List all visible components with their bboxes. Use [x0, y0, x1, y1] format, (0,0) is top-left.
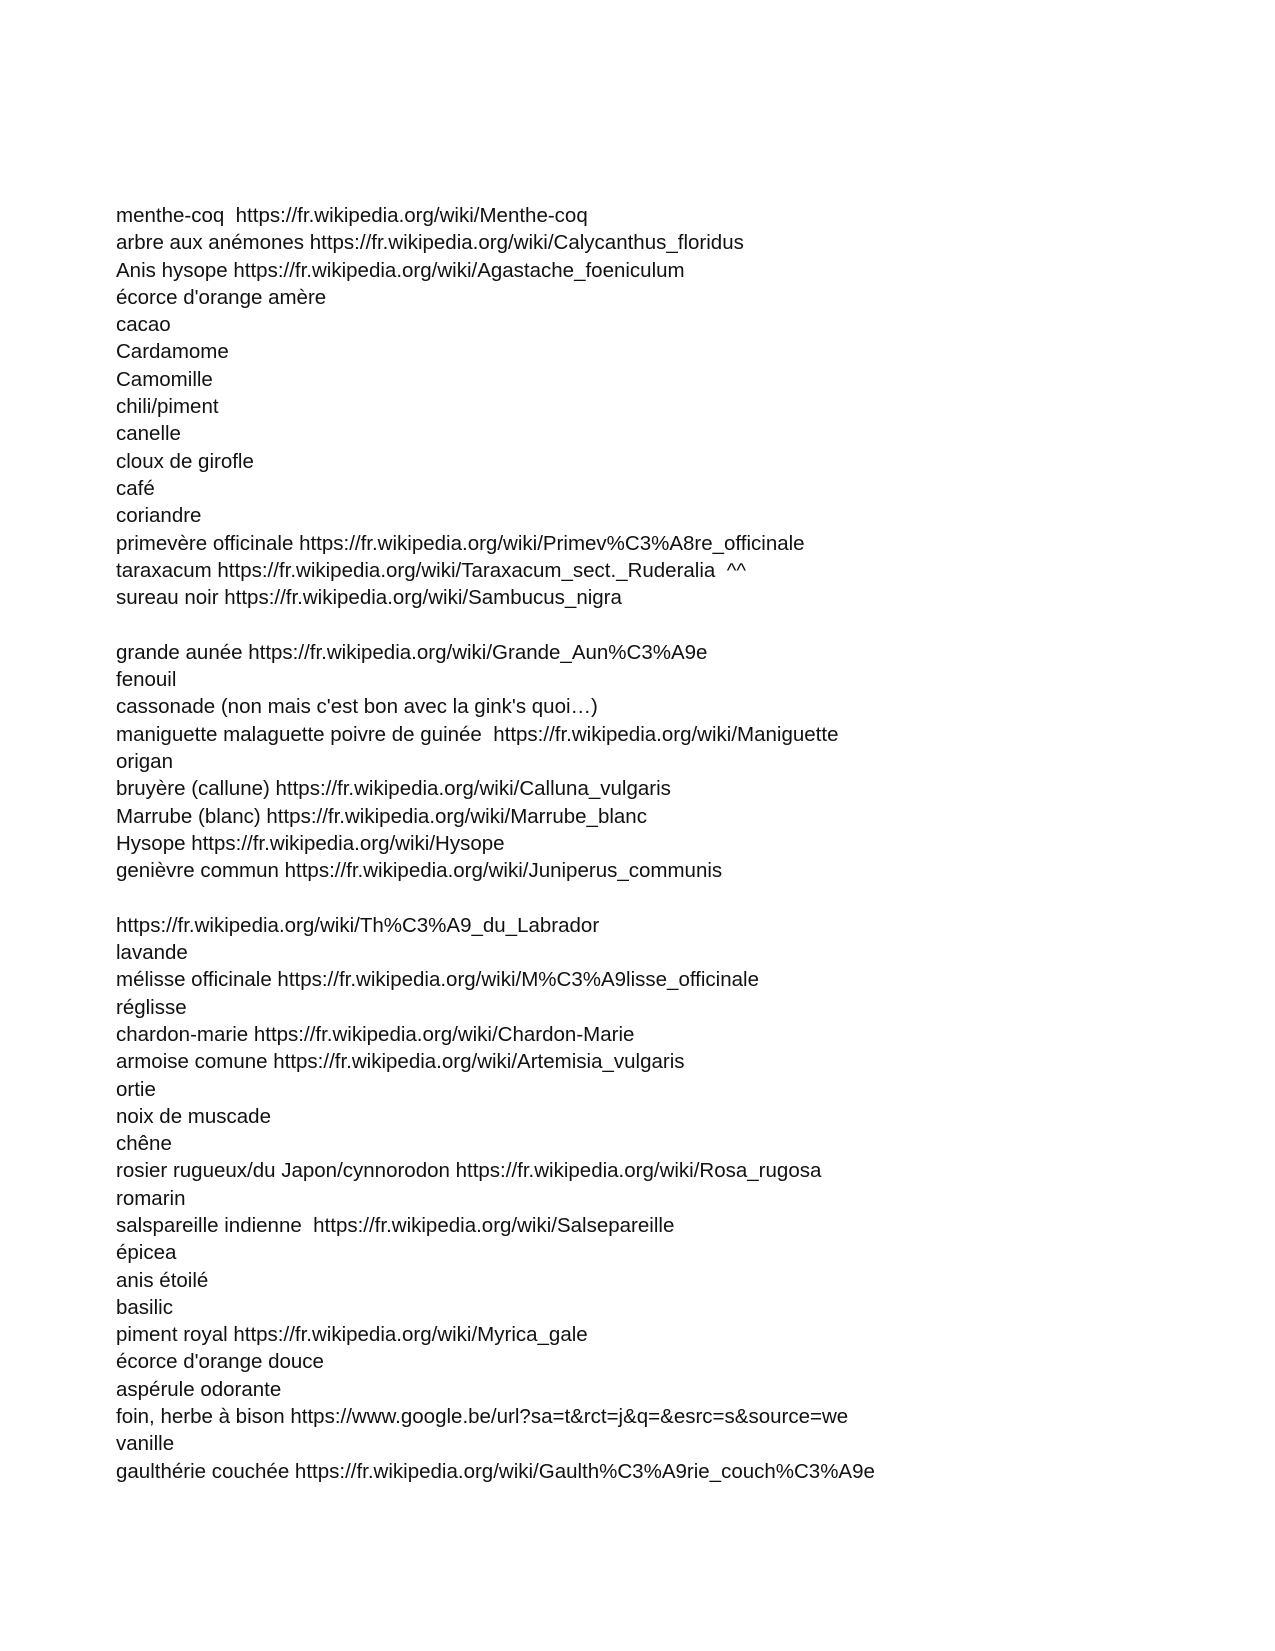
text-line: cassonade (non mais c'est bon avec la gink's quoi…) [116, 695, 598, 719]
text-line: salspareille indienne https://fr.wikipedia.org/wiki/Salsepareille [116, 1213, 675, 1237]
text-line: grande aunée https://fr.wikipedia.org/wiki/Grande_Aun%C3%A9e [116, 640, 708, 664]
text-line: chêne [116, 1132, 172, 1156]
text-line: mélisse officinale https://fr.wikipedia.org/wiki/M%C3%A9lisse_officinale [116, 968, 759, 992]
text-line: rosier rugueux/du Japon/cynnorodon https://fr.wikipedia.org/wiki/Rosa_rugosa [116, 1159, 822, 1183]
text-line: taraxacum https://fr.wikipedia.org/wiki/Taraxacum_sect._Ruderalia ^^ [116, 558, 746, 582]
text-line: piment royal https://fr.wikipedia.org/wiki/Myrica_gale [116, 1323, 588, 1347]
text-line: basilic [116, 1295, 173, 1319]
text-line: sureau noir https://fr.wikipedia.org/wiki/Sambucus_nigra [116, 586, 622, 610]
text-line: arbre aux anémones https://fr.wikipedia.org/wiki/Calycanthus_floridus [116, 231, 744, 255]
text-line: écorce d'orange douce [116, 1350, 324, 1374]
text-line: vanille [116, 1432, 175, 1456]
text-line: réglisse [116, 995, 187, 1019]
text-line: noix de muscade [116, 1104, 271, 1128]
text-line: chili/piment [116, 395, 219, 419]
text-line: Anis hysope https://fr.wikipedia.org/wiki/Agastache_foeniculum [116, 258, 685, 282]
text-line: Marrube (blanc) https://fr.wikipedia.org/wiki/Marrube_blanc [116, 804, 647, 828]
text-line: cloux de girofle [116, 449, 254, 473]
document-text [116, 202, 1216, 1485]
text-line: origan [116, 749, 173, 773]
blank-line [116, 884, 1216, 911]
text-line: foin, herbe à bison https://www.google.be/url?sa=t&rct=j&q=&esrc=s&source=we [116, 1405, 849, 1429]
blank-line [116, 611, 1216, 638]
text-line: anis étoilé [116, 1268, 209, 1292]
text-line: menthe-coq https://fr.wikipedia.org/wiki/Menthe-coq [116, 204, 588, 227]
text-line: https://fr.wikipedia.org/wiki/Th%C3%A9_du_Labrador [116, 913, 600, 937]
text-line: Camomille [116, 367, 213, 391]
text-line: Cardamome [116, 340, 229, 364]
text-line: canelle [116, 422, 181, 446]
text-line: primevère officinale https://fr.wikipedia.org/wiki/Primev%C3%A8re_officinale [116, 531, 805, 555]
text-line: maniguette malaguette poivre de guinée https://fr.wikipedia.org/wiki/Maniguette [116, 722, 839, 746]
text-line: écorce d'orange amère [116, 285, 327, 309]
text-line: aspérule odorante [116, 1377, 282, 1401]
text-line: armoise comune https://fr.wikipedia.org/wiki/Artemisia_vulgaris [116, 1050, 685, 1074]
text-line: ortie [116, 1077, 156, 1101]
text-line: café [116, 476, 155, 500]
text-line: fenouil [116, 668, 177, 692]
text-line: bruyère (callune) https://fr.wikipedia.org/wiki/Calluna_vulgaris [116, 777, 671, 801]
text-line: coriandre [116, 504, 202, 528]
text-line: cacao [116, 313, 171, 337]
text-line: épicea [116, 1241, 177, 1265]
text-line: chardon-marie https://fr.wikipedia.org/wiki/Chardon-Marie [116, 1022, 635, 1046]
text-line: gaulthérie couchée https://fr.wikipedia.org/wiki/Gaulth%C3%A9rie_couch%C3%A9e [116, 1459, 875, 1483]
text-line: genièvre commun https://fr.wikipedia.org/wiki/Juniperus_communis [116, 859, 723, 883]
text-line: lavande [116, 941, 188, 965]
text-line: Hysope https://fr.wikipedia.org/wiki/Hysope [116, 831, 505, 855]
text-line: romarin [116, 1186, 186, 1210]
